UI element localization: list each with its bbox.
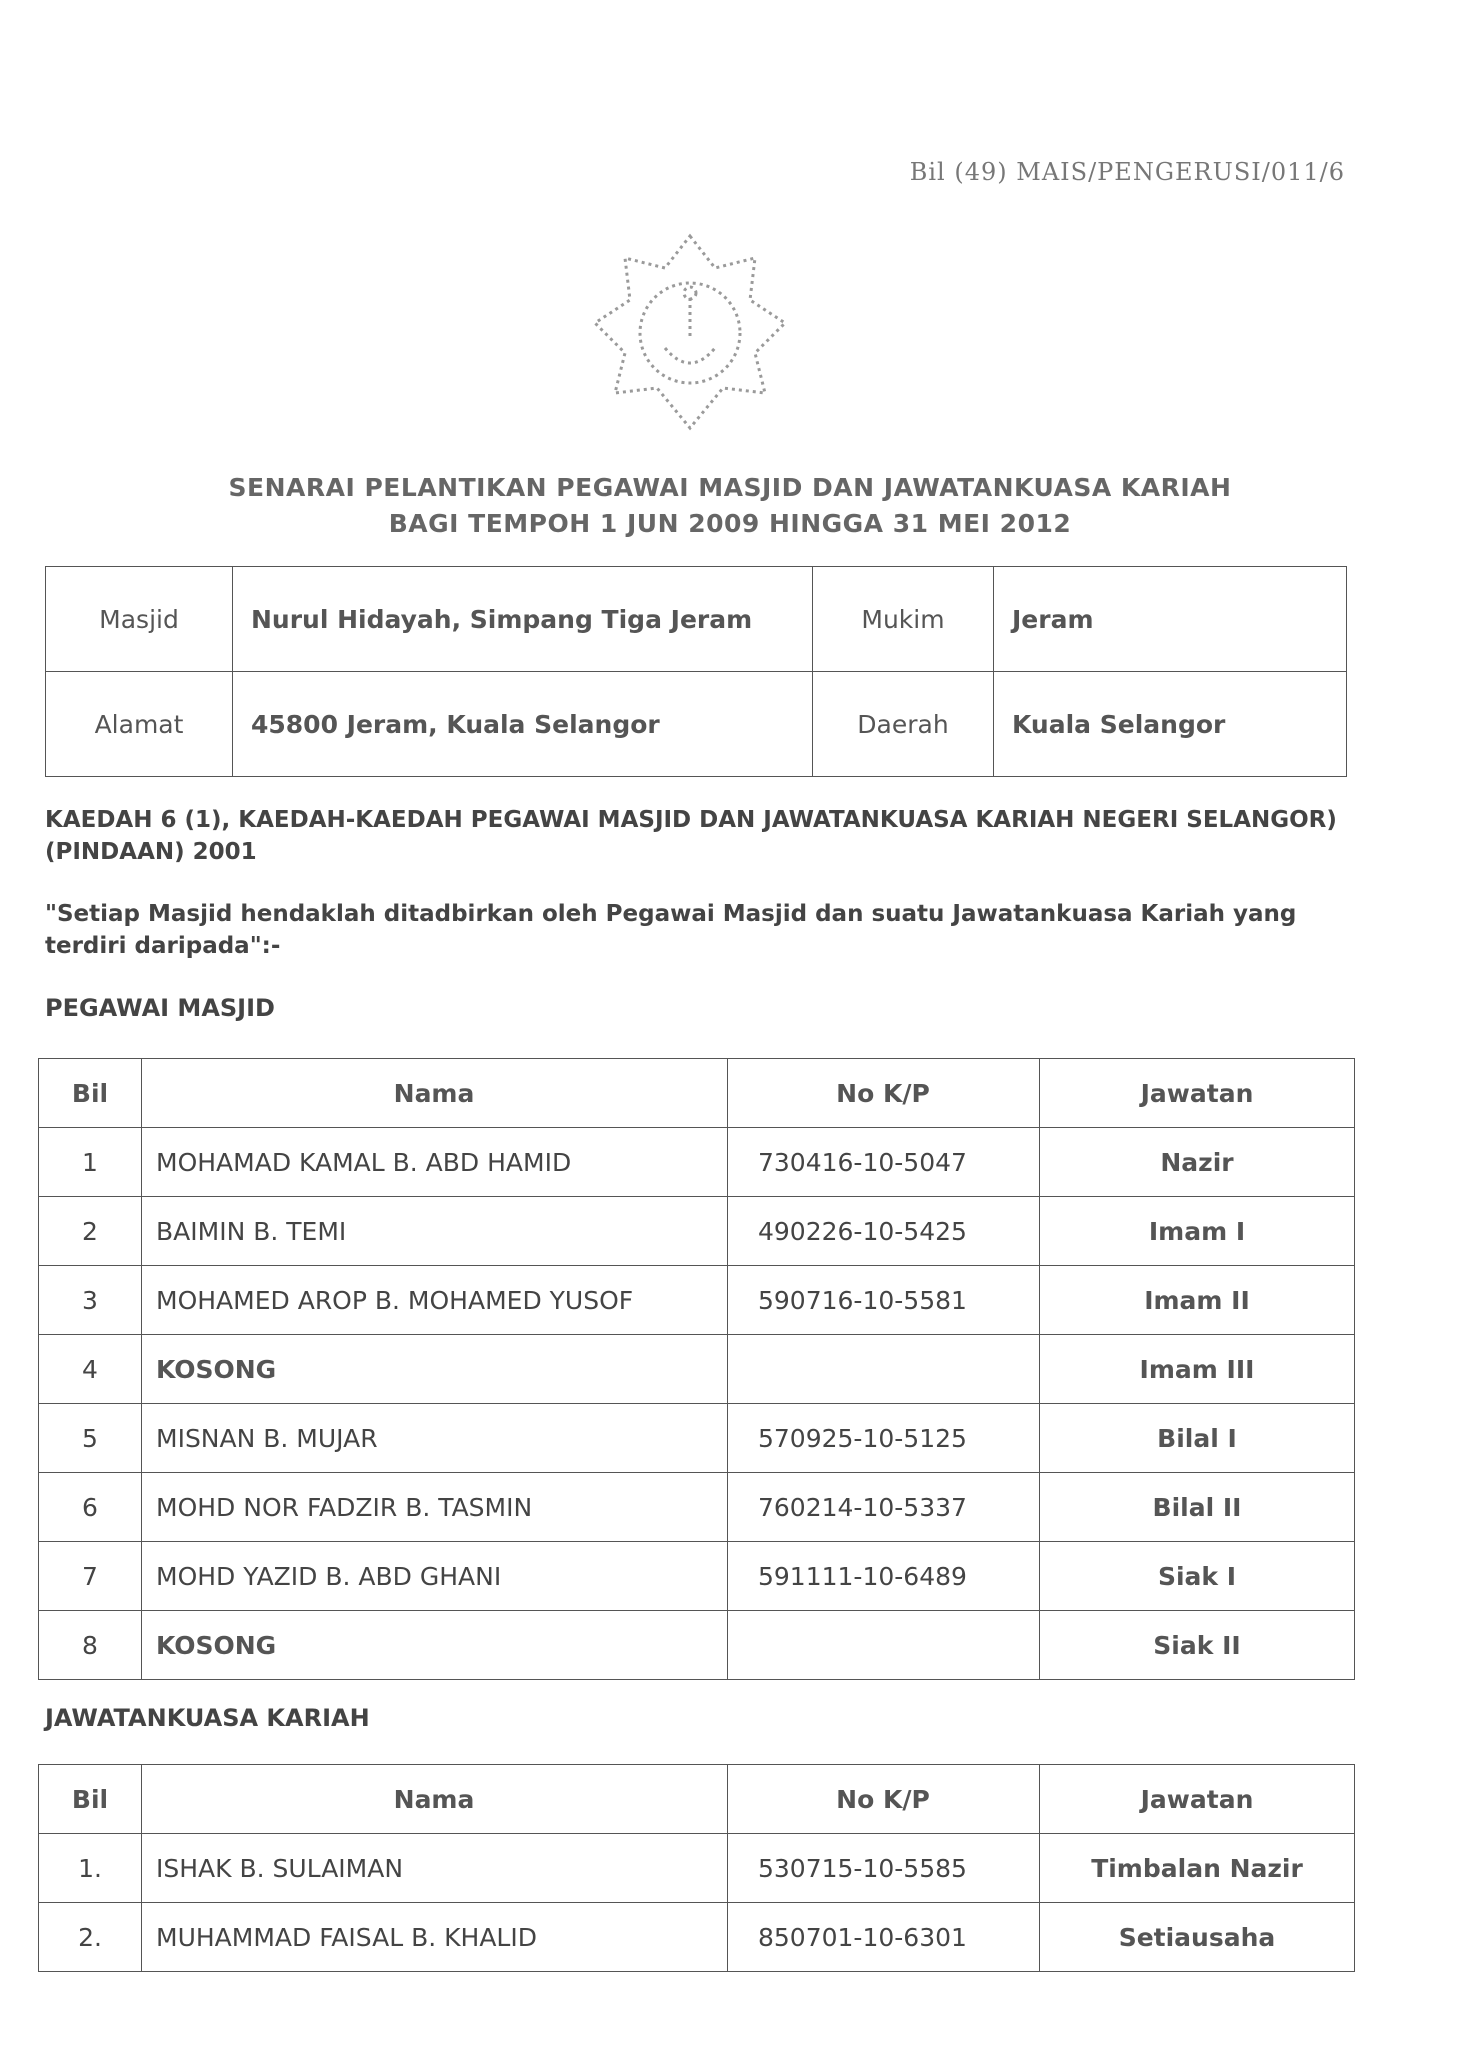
- cell-kp: 530715-10-5585: [728, 1834, 1040, 1903]
- cell-bil: 8: [39, 1611, 142, 1680]
- document-title: [0, 470, 1460, 542]
- cell-jawatan: Imam I: [1040, 1197, 1355, 1266]
- mosque-seal-emblem: [585, 228, 795, 438]
- header-bil: Bil: [39, 1765, 142, 1834]
- cell-nama: KOSONG: [142, 1611, 728, 1680]
- cell-bil: 1: [39, 1128, 142, 1197]
- cell-kp: 850701-10-6301: [728, 1903, 1040, 1972]
- cell-jawatan: Nazir: [1040, 1128, 1355, 1197]
- cell-bil: 5: [39, 1404, 142, 1473]
- header-kp: No K/P: [728, 1059, 1040, 1128]
- cell-kp: [728, 1335, 1040, 1404]
- info-row-masjid: [46, 567, 1347, 672]
- header-nama: Nama: [142, 1765, 728, 1834]
- table-header-row: [39, 1765, 1355, 1834]
- table-row: [39, 1266, 1355, 1335]
- table-row: [39, 1197, 1355, 1266]
- reference-number: Bil (49) MAIS/PENGERUSI/011/6: [909, 158, 1345, 186]
- cell-nama: ISHAK B. SULAIMAN: [142, 1834, 728, 1903]
- cell-jawatan: Imam II: [1040, 1266, 1355, 1335]
- cell-nama: KOSONG: [142, 1335, 728, 1404]
- table-row: [39, 1335, 1355, 1404]
- title-line-1: SENARAI PELANTIKAN PEGAWAI MASJID DAN JAWATANKUASA KARIAH: [228, 473, 1232, 502]
- pegawai-table: [38, 1058, 1355, 1680]
- table-row: [39, 1542, 1355, 1611]
- masjid-value: Nurul Hidayah, Simpang Tiga Jeram: [233, 567, 813, 672]
- cell-nama: MOHAMED AROP B. MOHAMED YUSOF: [142, 1266, 728, 1335]
- kariah-table: [38, 1764, 1355, 1972]
- table-row: [39, 1834, 1355, 1903]
- cell-bil: 7: [39, 1542, 142, 1611]
- cell-jawatan: Siak I: [1040, 1542, 1355, 1611]
- header-jawatan: Jawatan: [1040, 1059, 1355, 1128]
- mosque-info-table: [45, 566, 1347, 777]
- daerah-label: Daerah: [813, 672, 994, 777]
- cell-nama: MOHD NOR FADZIR B. TASMIN: [142, 1473, 728, 1542]
- mukim-label: Mukim: [813, 567, 994, 672]
- info-row-alamat: [46, 672, 1347, 777]
- cell-jawatan: Siak II: [1040, 1611, 1355, 1680]
- cell-jawatan: Bilal II: [1040, 1473, 1355, 1542]
- cell-bil: 1.: [39, 1834, 142, 1903]
- cell-jawatan: Setiausaha: [1040, 1903, 1355, 1972]
- header-nama: Nama: [142, 1059, 728, 1128]
- section-title-kariah: JAWATANKUASA KARIAH: [45, 1704, 370, 1732]
- cell-kp: 760214-10-5337: [728, 1473, 1040, 1542]
- alamat-label: Alamat: [46, 672, 233, 777]
- cell-bil: 2: [39, 1197, 142, 1266]
- cell-jawatan: Bilal I: [1040, 1404, 1355, 1473]
- cell-kp: 590716-10-5581: [728, 1266, 1040, 1335]
- cell-kp: 490226-10-5425: [728, 1197, 1040, 1266]
- cell-nama: MISNAN B. MUJAR: [142, 1404, 728, 1473]
- cell-nama: MUHAMMAD FAISAL B. KHALID: [142, 1903, 728, 1972]
- table-row: [39, 1473, 1355, 1542]
- daerah-value: Kuala Selangor: [994, 672, 1347, 777]
- table-row: [39, 1903, 1355, 1972]
- mukim-value: Jeram: [994, 567, 1347, 672]
- alamat-value: 45800 Jeram, Kuala Selangor: [233, 672, 813, 777]
- cell-jawatan: Timbalan Nazir: [1040, 1834, 1355, 1903]
- header-kp: No K/P: [728, 1765, 1040, 1834]
- section-title-pegawai: PEGAWAI MASJID: [45, 994, 275, 1022]
- cell-kp: 730416-10-5047: [728, 1128, 1040, 1197]
- rule-heading: KAEDAH 6 (1), KAEDAH-KAEDAH PEGAWAI MASJID DAN JAWATANKUASA KARIAH NEGERI SELANGOR) (PINDAAN) 2001: [45, 807, 1337, 865]
- cell-nama: MOHD YAZID B. ABD GHANI: [142, 1542, 728, 1611]
- cell-bil: 6: [39, 1473, 142, 1542]
- table-row: [39, 1611, 1355, 1680]
- cell-nama: BAIMIN B. TEMI: [142, 1197, 728, 1266]
- cell-bil: 4: [39, 1335, 142, 1404]
- cell-kp: 570925-10-5125: [728, 1404, 1040, 1473]
- table-row: [39, 1404, 1355, 1473]
- cell-bil: 3: [39, 1266, 142, 1335]
- rule-quote: "Setiap Masjid hendaklah ditadbirkan oleh Pegawai Masjid dan suatu Jawatankuasa Kariah yang terdiri daripada":-: [45, 901, 1297, 959]
- header-jawatan: Jawatan: [1040, 1765, 1355, 1834]
- cell-jawatan: Imam III: [1040, 1335, 1355, 1404]
- table-row: [39, 1128, 1355, 1197]
- cell-kp: 591111-10-6489: [728, 1542, 1040, 1611]
- table-header-row: [39, 1059, 1355, 1128]
- header-bil: Bil: [39, 1059, 142, 1128]
- masjid-label: Masjid: [46, 567, 233, 672]
- cell-nama: MOHAMAD KAMAL B. ABD HAMID: [142, 1128, 728, 1197]
- title-line-2: BAGI TEMPOH 1 JUN 2009 HINGGA 31 MEI 2012: [388, 509, 1072, 538]
- cell-bil: 2.: [39, 1903, 142, 1972]
- cell-kp: [728, 1611, 1040, 1680]
